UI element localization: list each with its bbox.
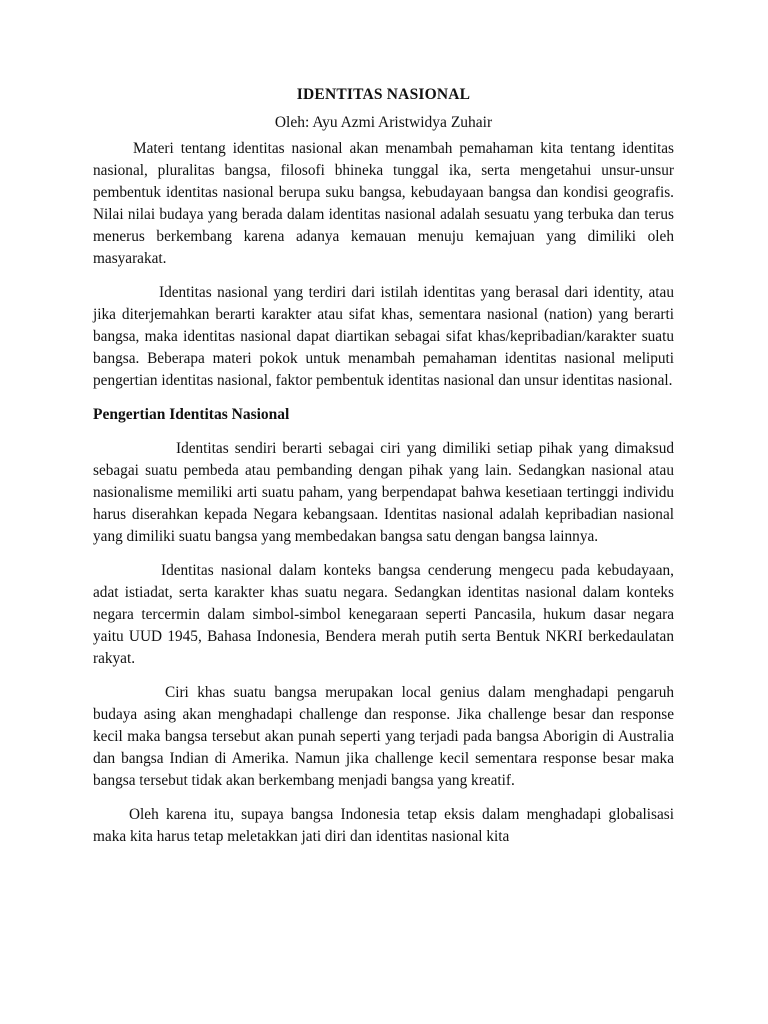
paragraph-definition-overview: Identitas nasional yang terdiri dari istilah identitas yang berasal dari identity, atau jika diterjemahkan berarti karakter atau sifat khas, sementara nasional (nation) yang berarti bangsa, maka identitas nasional dapat diartikan sebagai sifat khas/kepribadian/karakter suatu bangsa. Beberapa materi pokok untuk menambah pemahaman identitas nasional meliputi pengertian identitas nasional, faktor pembentuk identitas nasional dan unsur identitas nasional. bbox=[93, 284, 674, 389]
paragraph-national-context: Identitas nasional dalam konteks bangsa cenderung mengecu pada kebudayaan, adat istiadat, serta karakter khas suatu negara. Sedangkan identitas nasional dalam konteks negara tercermin dalam simbol-simbol kenegaraan seperti Pancasila, hukum dasar negara yaitu UUD 1945, Bahasa Indonesia, Bendera merah putih serta Bentuk NKRI berkedaulatan rakyat. bbox=[93, 562, 674, 667]
paragraph-identity-meaning: Identitas sendiri berarti sebagai ciri yang dimiliki setiap pihak yang dimaksud sebagai suatu pembeda atau pembanding dengan pihak yang lain. Sedangkan nasional atau nasionalisme memiliki arti suatu paham, yang berpendapat bahwa kesetiaan tertinggi individu harus diserahkan kepada Negara kebangsaan. Identitas nasional adalah kepribadian nasional yang dimiliki suatu bangsa yang membedakan bangsa satu dengan bangsa lainnya. bbox=[93, 440, 674, 545]
section-heading: Pengertian Identitas Nasional bbox=[93, 406, 290, 423]
document-body bbox=[93, 84, 674, 848]
paragraph-globalization: Oleh karena itu, supaya bangsa Indonesia tetap eksis dalam menghadapi globalisasi maka kita harus tetap meletakkan jati diri dan identitas nasional kita bbox=[93, 806, 674, 845]
document-title: IDENTITAS NASIONAL bbox=[296, 86, 471, 103]
paragraph-intro: Materi tentang identitas nasional akan menambah pemahaman kita tentang identitas nasional, pluralitas bangsa, filosofi bhineka tunggal ika, serta mengetahui unsur-unsur pembentuk identitas nasional berupa suku bangsa, kebudayaan bangsa dan kondisi geografis. Nilai nilai budaya yang berada dalam identitas nasional adalah sesuatu yang terbuka dan terus menerus berkembang karena adanya kemauan menuju kemajuan yang dimiliki oleh masyarakat. bbox=[93, 140, 674, 267]
document-author: Oleh: Ayu Azmi Aristwidya Zuhair bbox=[274, 114, 493, 131]
paragraph-local-genius: Ciri khas suatu bangsa merupakan local genius dalam menghadapi pengaruh budaya asing akan menghadapi challenge dan response. Jika challenge besar dan response kecil maka bangsa tersebut akan punah seperti yang terjadi pada bangsa Aborigin di Australia dan bangsa Indian di Amerika. Namun jika challenge kecil sementara response besar maka bangsa tersebut tidak akan berkembang menjadi bangsa yang kreatif. bbox=[93, 684, 674, 789]
